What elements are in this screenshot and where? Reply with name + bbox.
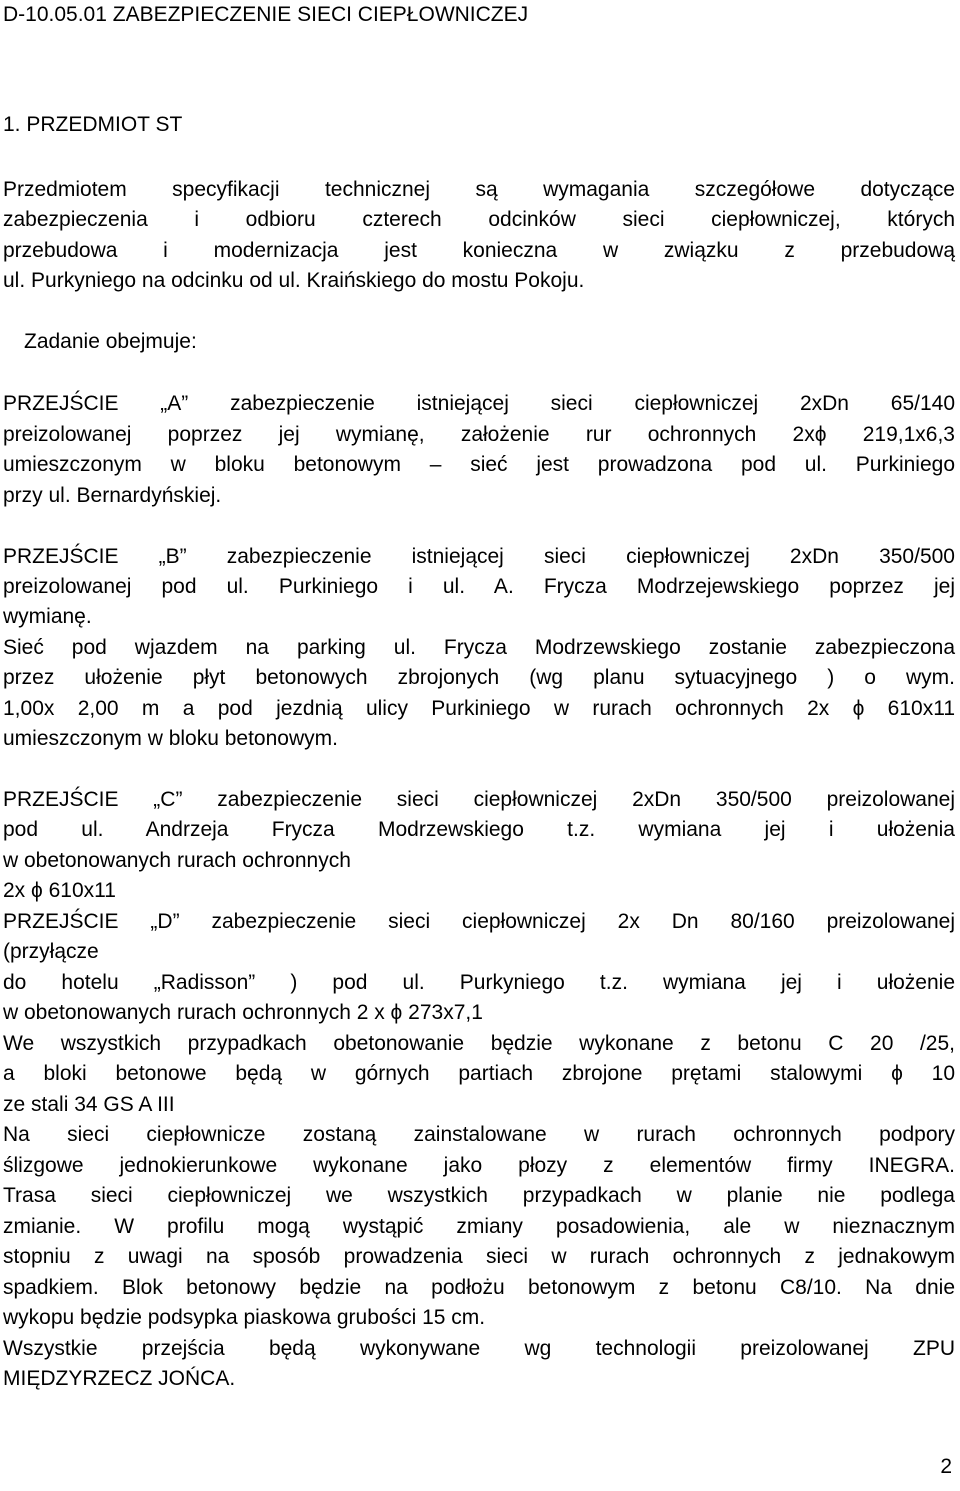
intro-line: ul. Purkyniego na odcinku od ul. Kraińskiego do mostu Pokoju. — [3, 269, 585, 292]
notes-line: zmianie. W profilu mogą wystąpić zmiany posadowienia, ale w nieznacznym — [3, 1215, 955, 1238]
crossing-d-line: w obetonowanych rurach ochronnych 2 x ϕ 273x7,1 — [3, 1001, 483, 1024]
intro-line: Przedmiotem specyfikacji technicznej są wymagania szczegółowe dotyczące — [3, 178, 955, 201]
crossing-b-line: Sieć pod wjazdem na parking ul. Frycza Modrzewskiego zostanie zabezpieczona — [3, 636, 955, 659]
notes-line: wykopu będzie podsypka piaskowa grubości 15 cm. — [3, 1306, 486, 1329]
scope-label: Zadanie obejmuje: — [24, 330, 197, 353]
crossing-c-line: pod ul. Andrzeja Frycza Modrzewskiego t.z. wymiana jej i ułożenia — [3, 818, 955, 841]
crossing-b-line: PRZEJŚCIE „B” zabezpieczenie istniejącej sieci ciepłowniczej 2xDn 350/500 — [3, 545, 955, 568]
document-title: D-10.05.01 ZABEZPIECZENIE SIECI CIEPŁOWNICZEJ — [3, 3, 529, 26]
crossing-b-line: umieszczonym w bloku betonowym. — [3, 727, 338, 750]
crossing-d-line: PRZEJŚCIE „D” zabezpieczenie sieci ciepłowniczej 2x Dn 80/160 preizolowanej — [3, 910, 955, 933]
crossing-c-line: w obetonowanych rurach ochronnych — [3, 849, 351, 872]
crossing-a-line: umieszczonym w bloku betonowym – sieć jest prowadzona pod ul. Purkiniego — [3, 453, 955, 476]
notes-line: MIĘDZYRZECZ JOŃCA. — [3, 1367, 236, 1390]
crossing-b-line: przez ułożenie płyt betonowych zbrojonych (wg planu sytuacyjnego ) o wym. — [3, 666, 955, 689]
notes-line: Na sieci ciepłownicze zostaną zainstalowane w rurach ochronnych podpory — [3, 1123, 955, 1146]
crossing-c-line: PRZEJŚCIE „C” zabezpieczenie sieci ciepłowniczej 2xDn 350/500 preizolowanej — [3, 788, 955, 811]
crossing-b-line: wymianę. — [3, 605, 92, 628]
crossing-c-line: 2x ϕ 610x11 — [3, 879, 116, 902]
intro-line: zabezpieczenia i odbioru czterech odcinków sieci ciepłowniczej, których — [3, 208, 955, 231]
crossing-d-line: (przyłącze — [3, 940, 99, 963]
notes-line: ze stali 34 GS A III — [3, 1093, 175, 1116]
notes-line: Wszystkie przejścia będą wykonywane wg technologii preizolowanej ZPU — [3, 1337, 955, 1360]
notes-line: spadkiem. Blok betonowy będzie na podłożu betonowym z betonu C8/10. Na dnie — [3, 1276, 955, 1299]
notes-line: We wszystkich przypadkach obetonowanie będzie wykonane z betonu C 20 /25, — [3, 1032, 955, 1055]
page-number: 2 — [940, 1455, 952, 1478]
crossing-a-line: preizolowanej poprzez jej wymianę, założenie rur ochronnych 2xϕ 219,1x6,3 — [3, 423, 955, 446]
crossing-b-line: preizolowanej pod ul. Purkiniego i ul. A. Frycza Modrzejewskiego poprzez jej — [3, 575, 955, 598]
intro-line: przebudowa i modernizacja jest konieczna w związku z przebudową — [3, 239, 955, 262]
crossing-a-line: PRZEJŚCIE „A” zabezpieczenie istniejącej sieci ciepłowniczej 2xDn 65/140 — [3, 392, 955, 415]
crossing-a-line: przy ul. Bernardyńskiej. — [3, 484, 222, 507]
notes-line: a bloki betonowe będą w górnych partiach zbrojone prętami stalowymi ϕ 10 — [3, 1062, 955, 1085]
crossing-d-line: do hotelu „Radisson” ) pod ul. Purkyniego t.z. wymiana jej i ułożenie — [3, 971, 955, 994]
section-heading: 1. PRZEDMIOT ST — [3, 113, 183, 136]
notes-line: ślizgowe jednokierunkowe wykonane jako płozy z elementów firmy INEGRA. — [3, 1154, 955, 1177]
notes-line: Trasa sieci ciepłowniczej we wszystkich przypadkach w planie nie podlega — [3, 1184, 955, 1207]
crossing-b-line: 1,00x 2,00 m a pod jezdnią ulicy Purkiniego w rurach ochronnych 2x ϕ 610x11 — [3, 697, 955, 720]
notes-line: stopniu z uwagi na sposób prowadzenia sieci w rurach ochronnych z jednakowym — [3, 1245, 955, 1268]
